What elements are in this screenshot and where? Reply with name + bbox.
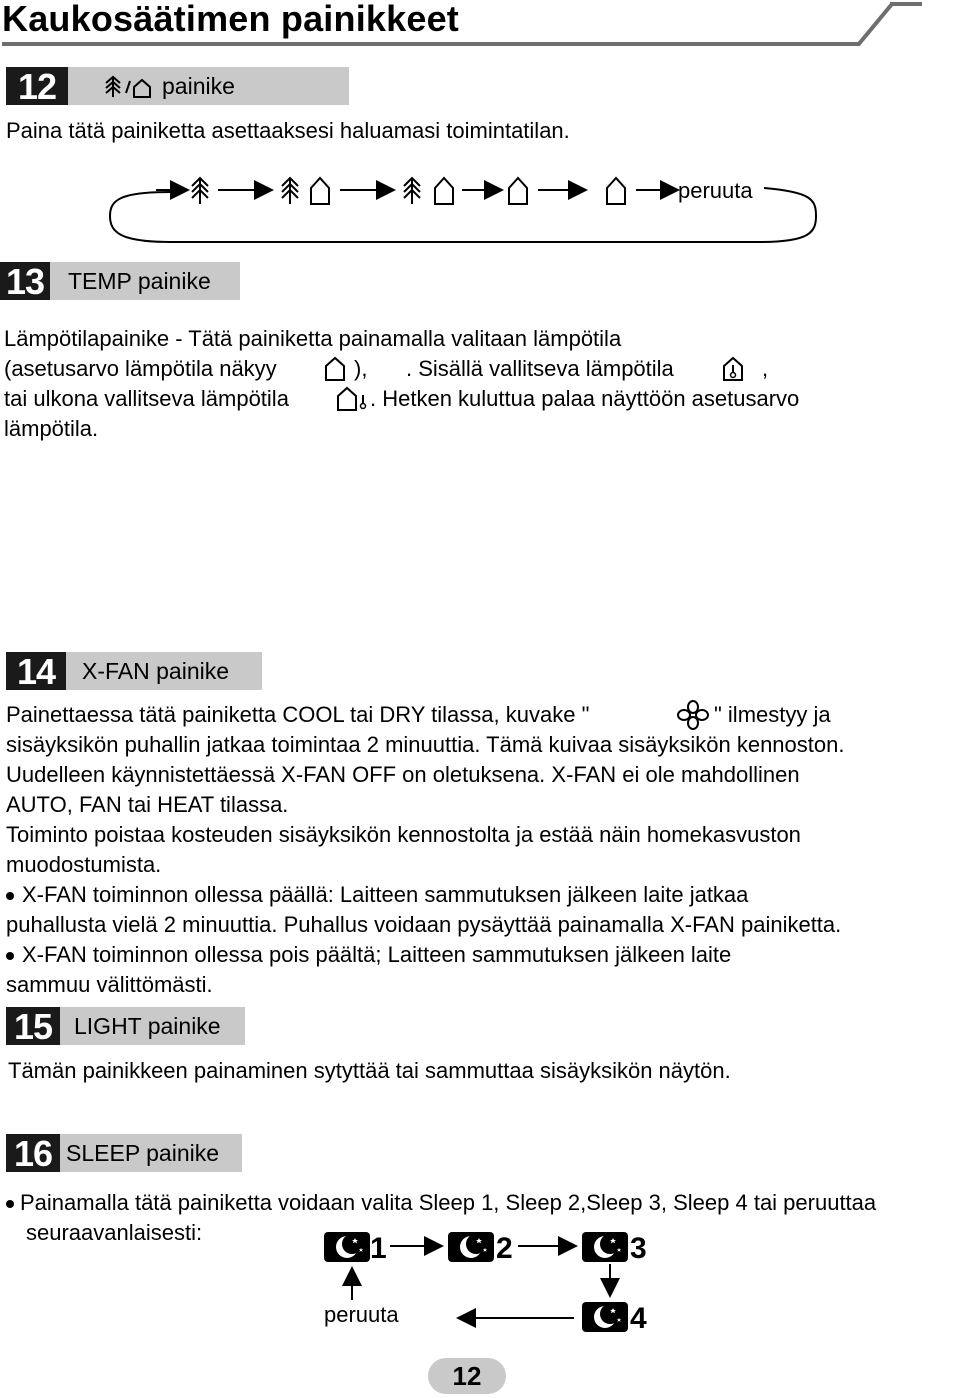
bullet-dot <box>6 952 14 960</box>
paragraph-line: AUTO, FAN tai HEAT tilassa. <box>6 792 289 817</box>
sleep-moon-icon <box>582 1232 628 1262</box>
section-13-header <box>0 262 240 300</box>
paragraph-line: Lämpötilapainike - Tätä painiketta painamalla valitaan lämpötila <box>4 326 622 351</box>
section-number: 14 <box>6 652 66 690</box>
bullet-line: puhallusta vielä 2 minuuttia. Puhallus voidaan pysäyttää painamalla X-FAN painiketta. <box>6 912 842 937</box>
sleep-level-digit: 4 <box>630 1302 647 1335</box>
section-number: 16 <box>6 1134 60 1172</box>
house-icon <box>607 178 625 204</box>
section-12-header <box>6 67 349 105</box>
paragraph-line: " ilmestyy ja <box>714 702 831 727</box>
bullet-dot <box>6 1200 14 1208</box>
fan-tree-icon <box>282 178 298 204</box>
paragraph-line: , <box>762 356 769 381</box>
paragraph-line: (asetusarvo lämpötila näkyy <box>4 356 277 381</box>
bullet-line: sammuu välittömästi. <box>6 972 213 997</box>
paragraph-line: ), <box>354 356 368 381</box>
paragraph: Paina tätä painiketta asettaaksesi haluamasi toimintatilan. <box>6 118 570 143</box>
cancel-label: peruuta <box>324 1302 399 1327</box>
bullet-dot <box>6 892 14 900</box>
cycle-end-label: peruuta <box>678 178 753 203</box>
paragraph: Tämän painikkeen painaminen sytyttää tai sammuttaa sisäyksikön näytön. <box>8 1058 731 1083</box>
paragraph-line: lämpötila. <box>4 416 99 441</box>
section-label: painike <box>162 73 235 99</box>
section-15-header <box>6 1007 245 1045</box>
paragraph-line: Toiminto poistaa kosteuden sisäyksikön kennostolta ja estää näin homekasvuston <box>6 822 801 847</box>
paragraph-line: tai ulkona vallitseva lämpötila <box>4 386 289 411</box>
section-number: 12 <box>6 67 68 105</box>
section-label: X-FAN painike <box>82 658 230 684</box>
title-rule <box>0 0 960 56</box>
section-number: 13 <box>0 262 50 300</box>
sleep-moon-icon <box>324 1232 370 1262</box>
house-outdoor-temp-icon <box>336 386 370 412</box>
paragraph-line: muodostumista. <box>6 852 162 877</box>
house-icon <box>435 178 453 204</box>
sleep-moon-icon <box>582 1302 628 1332</box>
house-indoor-temp-icon <box>720 356 746 382</box>
section-label: TEMP painike <box>68 268 211 294</box>
sleep-level-digit: 2 <box>496 1232 513 1265</box>
bullet-line: Painamalla tätä painiketta voidaan valita Sleep 1, Sleep 2,Sleep 3, Sleep 4 tai peruuttaa <box>20 1190 877 1215</box>
fan-tree-icon <box>192 178 208 204</box>
paragraph-line: . Hetken kuluttua palaa näyttöön asetusarvo <box>370 386 800 411</box>
section-label: LIGHT painike <box>74 1013 221 1039</box>
bullet-line: X-FAN toiminnon ollessa päällä: Laitteen sammutuksen jälkeen laite jatkaa <box>22 882 749 907</box>
sleep-level-digit: 1 <box>370 1232 387 1265</box>
house-icon <box>322 356 348 382</box>
page-number: 12 <box>428 1358 506 1394</box>
paragraph-line: Uudelleen käynnistettäessä X-FAN OFF on oletuksena. X-FAN ei ole mahdollinen <box>6 762 800 787</box>
sleep-cycle-diagram <box>300 1222 670 1348</box>
paragraph-line: . Sisällä vallitseva lämpötila <box>406 356 674 381</box>
fan-house-mode-icon <box>102 73 158 101</box>
xfan-clover-icon <box>676 700 710 730</box>
bullet-line: X-FAN toiminnon ollessa pois päältä; Laitteen sammutuksen jälkeen laite <box>22 942 732 967</box>
paragraph-line: sisäyksikön puhallin jatkaa toimintaa 2 minuuttia. Tämä kuivaa sisäyksikön kennoston. <box>6 732 845 757</box>
mode-cycle-diagram <box>100 160 830 250</box>
section-14-header <box>6 652 262 690</box>
sleep-level-digit: 3 <box>630 1232 647 1265</box>
page-title: Kaukosäätimen painikkeet <box>2 0 459 39</box>
paragraph-line: Painettaessa tätä painiketta COOL tai DRY tilassa, kuvake " <box>6 702 590 727</box>
section-number: 15 <box>6 1007 60 1045</box>
section-label: SLEEP painike <box>66 1140 220 1166</box>
fan-tree-icon <box>404 178 420 204</box>
house-icon <box>311 178 329 204</box>
bullet-line: seuraavanlaisesti: <box>26 1220 203 1245</box>
section-16-header <box>6 1134 242 1172</box>
house-icon <box>509 178 527 204</box>
sleep-moon-icon <box>448 1232 494 1262</box>
